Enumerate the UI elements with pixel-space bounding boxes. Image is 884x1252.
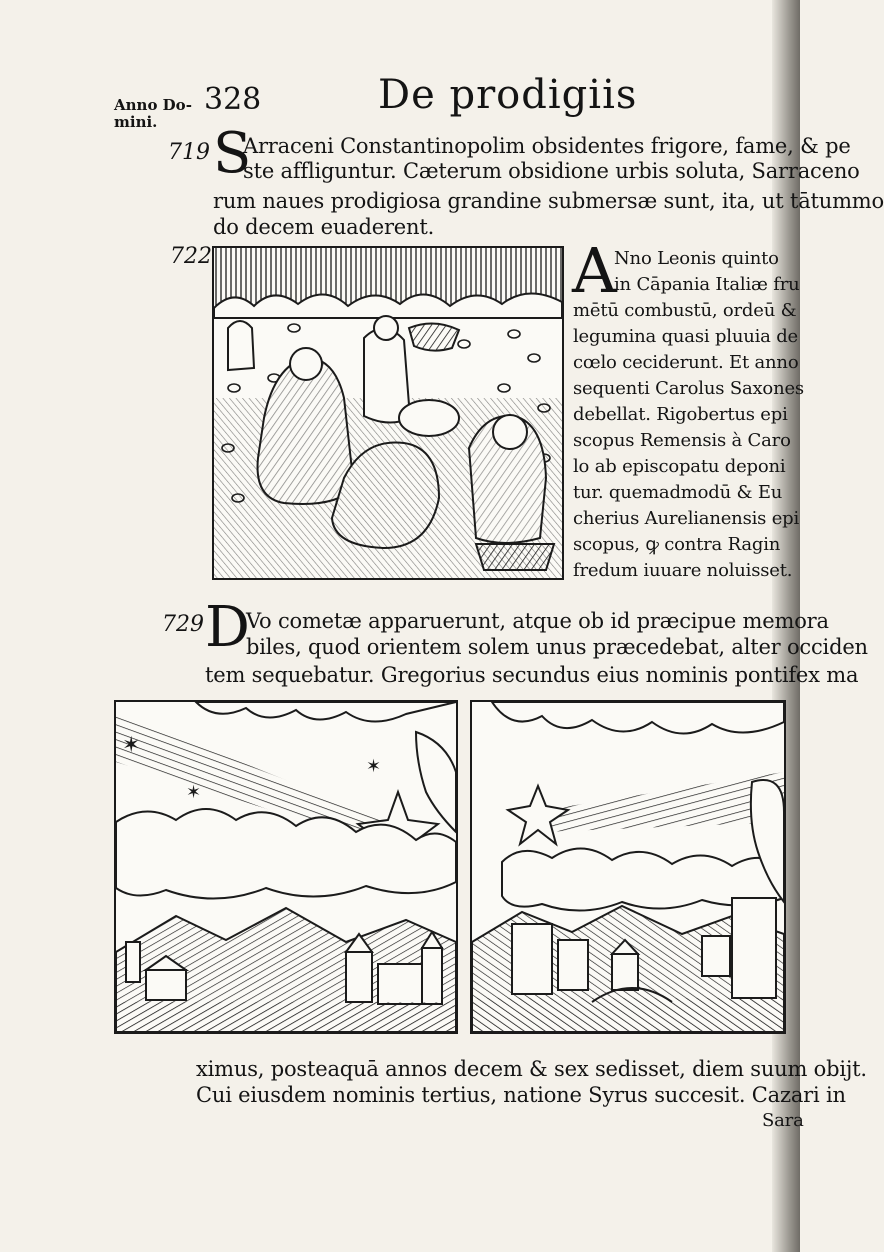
initial-s: S bbox=[213, 121, 252, 186]
entry-722-line: scopus Remensis à Caro bbox=[573, 430, 791, 451]
entry-722-line: cherius Aurelianensis epi bbox=[573, 508, 800, 529]
entry-722-line: debellat. Rigobertus epi bbox=[573, 404, 788, 425]
margin-note-line: Anno Do- bbox=[114, 96, 192, 114]
initial-d: D bbox=[205, 595, 250, 660]
entry-722-line: scopus, ꝙ contra Ragin bbox=[573, 534, 781, 555]
entry-719-line: do decem euaderent. bbox=[213, 215, 435, 239]
entry-722-line: in Cāpania Italiæ fru bbox=[614, 274, 800, 295]
continuation-line: ximus, posteaquā annos decem & sex sedisset, diem suum obijt. bbox=[196, 1057, 867, 1081]
margin-note-line: mini. bbox=[114, 113, 158, 131]
woodcut-comet-right bbox=[470, 700, 786, 1034]
catchword: Sara bbox=[762, 1110, 804, 1131]
entry-722-line: mētū combustū, ordeū & bbox=[573, 300, 797, 321]
entry-729-line: biles, quod orientem solem unus præcedebat, alter occiden bbox=[246, 635, 868, 659]
entry-719-line: ste affliguntur. Cæterum obsidione urbis soluta, Sarraceno bbox=[243, 159, 860, 183]
entry-719-line: rum naues prodigiosa grandine submersæ sunt, ita, ut tātummo bbox=[213, 189, 884, 213]
year-719: 719 bbox=[168, 140, 210, 165]
woodcut-grain-rain bbox=[212, 246, 564, 580]
entry-719-line: Arraceni Constantinopolim obsidentes frigore, fame, & pe bbox=[243, 134, 851, 158]
woodcut-comet-left bbox=[114, 700, 458, 1034]
svg-text:✶: ✶ bbox=[122, 733, 141, 758]
svg-text:✶: ✶ bbox=[366, 756, 382, 777]
entry-722-line: fredum iuuare noluisset. bbox=[573, 560, 793, 581]
entry-722-line: legumina quasi pluuia de bbox=[573, 326, 799, 347]
running-head: De prodigiis bbox=[378, 72, 638, 118]
year-722: 722 bbox=[170, 244, 212, 269]
entry-722-line: sequenti Carolus Saxones bbox=[573, 378, 804, 399]
entry-722-line: cœlo ceciderunt. Et anno bbox=[573, 352, 799, 373]
continuation-line: Cui eiusdem nominis tertius, natione Syrus succesit. Cazari in bbox=[196, 1083, 846, 1107]
entry-722-line: lo ab episcopatu deponi bbox=[573, 456, 786, 477]
margin-note-anno-domini bbox=[114, 97, 192, 131]
entry-722-line: tur. quemadmodū & Eu bbox=[573, 482, 783, 503]
initial-a: A bbox=[572, 234, 617, 307]
folio-number: 328 bbox=[204, 82, 262, 117]
entry-729-line: tem sequebatur. Gregorius secundus eius nominis pontifex ma bbox=[205, 663, 859, 687]
year-729: 729 bbox=[162, 612, 204, 637]
entry-722-line: Nno Leonis quinto bbox=[614, 248, 779, 269]
svg-text:✶: ✶ bbox=[186, 782, 202, 803]
entry-729-line: Vo cometæ apparuerunt, atque ob id præcipue memora bbox=[246, 609, 829, 633]
